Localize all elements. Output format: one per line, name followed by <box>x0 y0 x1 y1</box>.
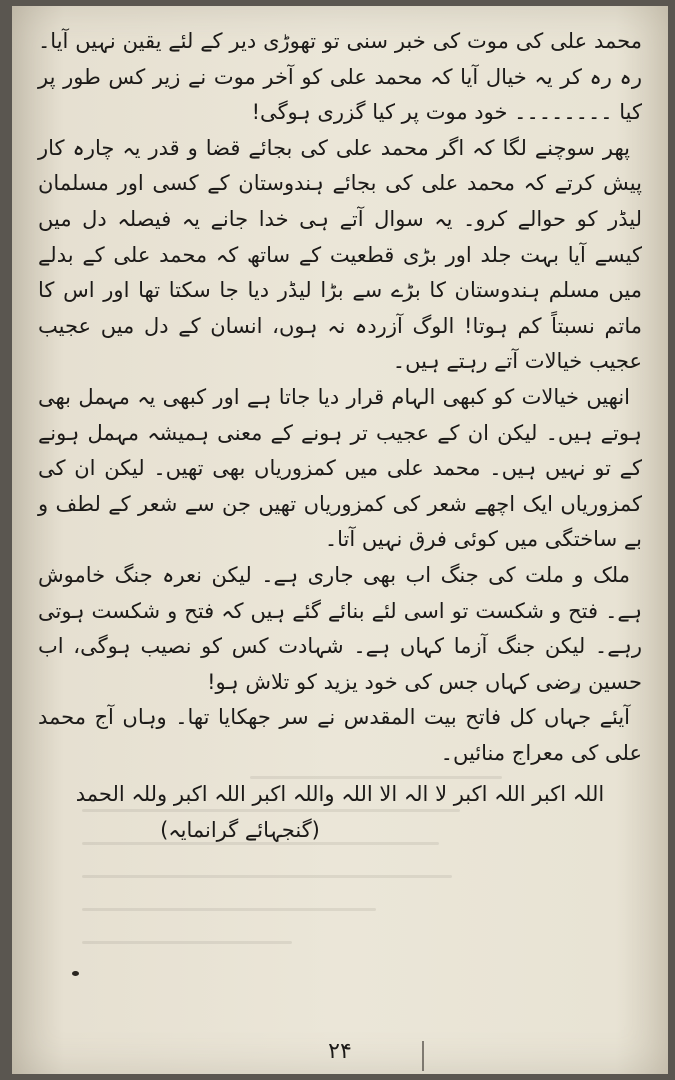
show-through-text <box>82 776 502 1026</box>
paragraph-2: پھر سوچنے لگا کہ اگر محمد علی کی بجائے قضا و قدر یہ چارہ کار پیش کرتے کہ محمد علی کی بجائے ہندوستان کے کسی اور مسلمان لیڈر کو حوالے کرو۔ یہ سوال آتے ہی خدا جانے یہ فیصلہ دل میں کیسے آیا بہت جلد اور بڑی قطعیت کے ساتھ کہ محمد علی کے بدلے میں مسلم ہندوستان کا بڑے سے بڑا لیڈر دیا جا سکتا تھا اور اس کا ماتم نسبتاً کم ہوتا! الوگ آزردہ نہ ہوں، انسان کے دل میں عجیب عجیب خیالات آتے رہتے ہیں۔ <box>38 135 642 374</box>
book-page <box>12 6 668 1074</box>
page-text <box>38 24 642 849</box>
page-number: ۲۴ <box>328 1039 352 1064</box>
paragraph-5: آیئے جہاں کل فاتح بیت المقدس نے سر جھکایا تھا۔ وہاں آج محمد علی کی معراج منائیں۔ <box>38 705 642 765</box>
paper-speck <box>72 971 79 976</box>
paragraph-1: محمد علی کی موت کی خبر سنی تو تھوڑی دیر کے لئے یقین نہیں آیا۔ رہ رہ کر یہ خیال آیا کہ محمد علی کو آخر موت نے زیر کس طور پر کیا ۔۔۔۔۔۔۔۔ خود موت پر کیا گزری ہوگی! <box>38 29 642 125</box>
paragraph-3: انھیں خیالات کو کبھی الہام قرار دیا جاتا ہے اور کبھی یہ مہمل بھی ہوتے ہیں۔ لیکن ان کے عجیب تر ہونے کے معنی ہمیشہ مہمل ہونے کے تو نہیں ہیں۔ محمد علی میں کمزوریاں بھی تھیں۔ لیکن ان کی کمزوریاں ایک اچھے شعر کی کمزوریاں تھیں جن سے شعر کے لطف و بے ساختگی میں کوئی فرق نہیں آتا۔ <box>38 384 642 552</box>
takbir-line: اللہ اکبر اللہ اکبر لا الہ الا اللہ واللہ اکبر اللہ اکبر وللہ الحمد <box>75 782 605 807</box>
paragraph-4: ملک و ملت کی جنگ اب بھی جاری ہے۔ لیکن نعرہ جنگ خاموش ہے۔ فتح و شکست تو اسی لئے بنائے گئے ہیں کہ فتح و شکست ہوتی رہے۔ لیکن جنگ آزما کہاں ہے۔ شہادت کس کو نصیب ہوگی، اب حسین رضی کہاں جس کی خود یزید کو تلاش ہو! <box>38 562 642 694</box>
paper-speck <box>572 688 580 694</box>
source-credit: (گنجہائے گرانمایہ) <box>160 818 320 843</box>
